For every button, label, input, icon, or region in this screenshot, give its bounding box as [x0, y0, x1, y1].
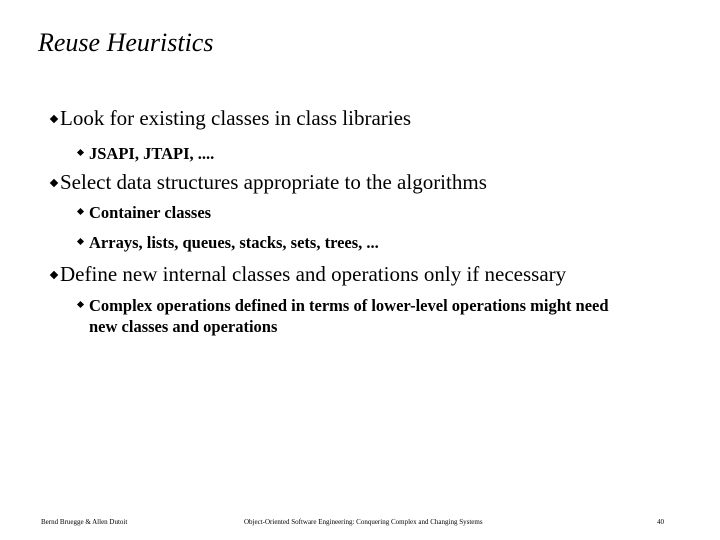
footer-authors: Bernd Bruegge & Allen Dutoit	[41, 518, 128, 526]
sub-bullet-item	[89, 232, 379, 253]
slide-title: Reuse Heuristics	[38, 28, 214, 57]
sub-bullet-text: Container classes	[89, 203, 212, 222]
page-number: 40	[657, 518, 664, 526]
diamond-bullet-icon	[77, 301, 84, 308]
diamond-bullet-icon	[50, 179, 58, 187]
bullet-text: Select data structures appropriate to the algorithms	[60, 170, 487, 194]
diamond-bullet-icon	[77, 238, 84, 245]
sub-bullet-item	[89, 143, 214, 164]
diamond-bullet-icon	[50, 271, 58, 279]
sub-bullet-item	[89, 295, 639, 337]
bullet-text: Define new internal classes and operations only if necessary	[60, 262, 567, 286]
sub-bullet-text: Complex operations defined in terms of lower-level operations might need new classes and operations	[89, 296, 609, 336]
bullet-item	[60, 262, 566, 287]
diamond-bullet-icon	[77, 208, 84, 215]
footer-book-title: Object-Oriented Software Engineering: Conquering Complex and Changing Systems	[244, 518, 483, 526]
sub-bullet-text: Arrays, lists, queues, stacks, sets, trees, ...	[89, 233, 379, 252]
bullet-item	[60, 106, 411, 131]
sub-bullet-text: JSAPI, JTAPI, ....	[89, 144, 215, 163]
sub-bullet-item	[89, 202, 211, 223]
bullet-text: Look for existing classes in class libraries	[60, 106, 412, 130]
bullet-item	[60, 170, 487, 195]
diamond-bullet-icon	[77, 149, 84, 156]
diamond-bullet-icon	[50, 115, 58, 123]
